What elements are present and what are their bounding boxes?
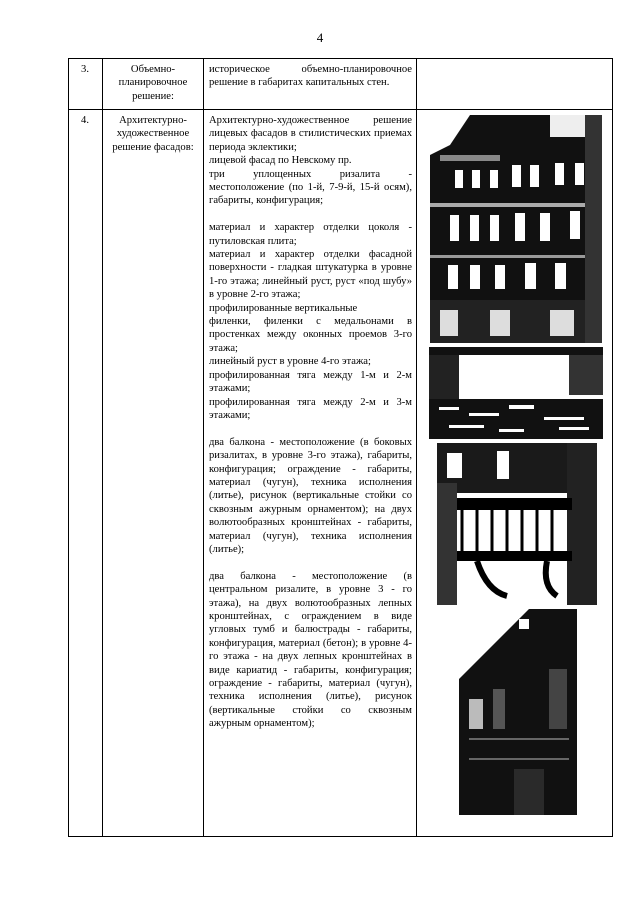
description-line: два балкона - местоположение (в центральном ризалите, в уровне 3 - го этажа), на двух волютообразных лепных кронштейнах, с ограждением в виде угловых тумб и балюстрады - габариты, конфигурация, материал (бетон); в уровне 4-го этажа - на двух лепных кронштейнах в виде кариатид - габариты, конфигурация; ограждение - габариты, материал (чугун), техника исполнения (литье), рисунок (вертикальные стойки со сквозным ажурным орнаментом); [209,570,412,730]
row-number: 3. [81,64,89,75]
description-line: историческое объемно-планировочное решение в габаритах капитальных стен. [209,64,412,89]
plinth-detail-photo [429,347,603,439]
row-title: Архитектурно-художественное решение фасадов: [112,115,194,153]
column-divider [203,58,204,836]
description-line: материал и характер отделки цоколя - путиловская плита; [209,222,412,247]
column-divider [416,58,417,836]
description-line: профилированная тяга между 2-м и 3-м этажами; [209,396,412,421]
description-line: линейный руст в уровне 4-го этажа; [209,356,371,368]
facade-building-photo [430,115,602,343]
row-description [209,63,412,90]
description-line: профилированные вертикальные [209,302,358,314]
row-divider [68,109,612,110]
row-description [209,114,412,731]
description-line: профилированная тяга между 1-м и 2-м этажами; [209,369,412,395]
cast-iron-balcony-photo [437,443,597,605]
description-line: три уплощенных ризалита - местоположение (по 1-й, 7-9-й, 15-й осям), габариты, конфигурация; [209,168,412,207]
caryatid-balcony-photo [459,609,577,815]
page-number: 4 [316,30,324,45]
description-line: материал и характер отделки фасадной поверхности - гладкая штукатурка в уровне 1-го этажа; линейный руст, руст «под шубу» в уровне 2-го этажа; [209,249,412,301]
description-line: два балкона - местоположение (в боковых ризалитах, в уровне 3-го этажа), габариты, конфигурация; ограждение - габариты, материал (чугун), техника исполнения (литье), рисунок (вертикальные стойки со сквозным ажурным орнаментом); на двух волютообразных кронштейнах - габариты, материал (чугун), техника исполнения (литье); [209,436,412,555]
description-line: филенки, филенки с медальонами в простенках между оконных проемов 3-го этажа; [209,316,412,354]
column-divider [102,58,103,836]
description-line: Архитектурно-художественное решение лицевых фасадов в стилистических приемах периода эклектики; [209,115,412,153]
row-number: 4. [81,115,89,126]
row-title: Объемно-планировочное решение: [118,64,188,102]
description-line: лицевой фасад по Невскому пр. [209,155,352,167]
